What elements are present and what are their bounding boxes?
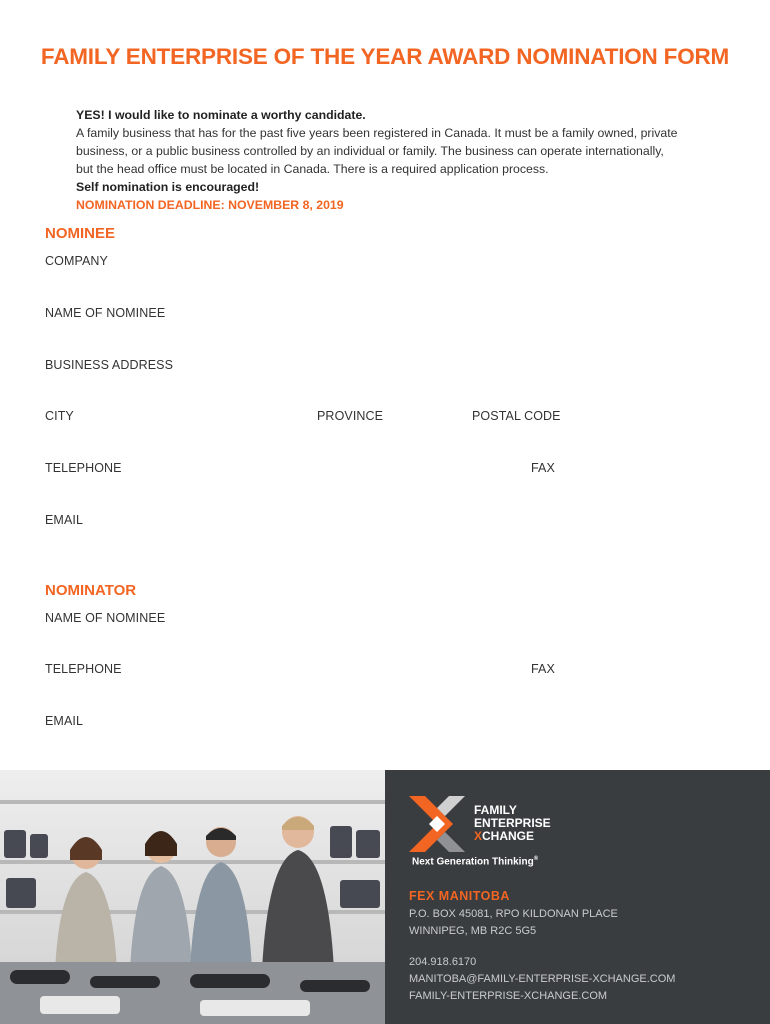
fex-x-logo-icon (409, 796, 465, 852)
nominee-name-field-label[interactable]: NAME OF NOMINEE (45, 306, 166, 320)
intro-line-1: A family business that has for the past five years been registered in Canada. It must be a family owned, private (76, 126, 678, 140)
self-nomination-note: Self nomination is encouraged! (76, 180, 260, 194)
nominee-email-field-label[interactable]: EMAIL (45, 513, 84, 527)
intro-line-2: business, or a public business controlled by an individual or family. The business can operate internationally, (76, 144, 664, 158)
logo-line-3: CHANGE (482, 829, 535, 843)
logo-line-1: FAMILY (474, 803, 517, 817)
nomination-deadline: NOMINATION DEADLINE: NOVEMBER 8, 2019 (76, 198, 344, 212)
business-address-field-label[interactable]: BUSINESS ADDRESS (45, 358, 174, 372)
address-line-1: P.O. BOX 45081, RPO KILDONAN PLACE (409, 908, 618, 920)
form-title: FAMILY ENTERPRISE OF THE YEAR AWARD NOMINATION FORM (40, 44, 730, 69)
province-field-label[interactable]: PROVINCE (317, 409, 384, 423)
nominator-fax-field-label[interactable]: FAX (531, 662, 555, 676)
family-team-illustration (0, 770, 385, 1024)
logo-wordmark (474, 804, 551, 843)
nominee-heading: NOMINEE (45, 225, 116, 242)
tagline (412, 856, 538, 867)
nominee-fax-field-label[interactable]: FAX (531, 461, 555, 475)
contact-panel (385, 770, 770, 1024)
family-team-photo (0, 770, 385, 1024)
website-link[interactable]: FAMILY-ENTERPRISE-XCHANGE.COM (409, 990, 608, 1002)
logo-line-2: ENTERPRISE (474, 816, 551, 830)
nominator-heading: NOMINATOR (45, 582, 137, 599)
mailing-address (409, 906, 618, 940)
tagline-text: Next Generation Thinking (412, 856, 534, 868)
org-name: FEX MANITOBA (409, 889, 510, 903)
city-field-label[interactable]: CITY (45, 409, 74, 423)
nominator-email-field-label[interactable]: EMAIL (45, 714, 84, 728)
intro-line-3: but the head office must be located in Canada. There is a required application process. (76, 162, 549, 176)
intro-heading: YES! I would like to nominate a worthy candidate. (76, 108, 366, 122)
email-address-link[interactable]: MANITOBA@FAMILY-ENTERPRISE-XCHANGE.COM (409, 973, 676, 985)
address-line-2: WINNIPEG, MB R2C 5G5 (409, 925, 537, 937)
logo-x-letter: X (474, 829, 483, 843)
phone-number[interactable]: 204.918.6170 (409, 956, 477, 968)
intro-block (76, 106, 736, 214)
nominator-name-field-label[interactable]: NAME OF NOMINEE (45, 611, 166, 625)
nominee-telephone-field-label[interactable]: TELEPHONE (45, 461, 122, 475)
nominator-telephone-field-label[interactable]: TELEPHONE (45, 662, 122, 676)
postal-code-field-label[interactable]: POSTAL CODE (472, 409, 561, 423)
registered-mark: ® (533, 856, 539, 862)
company-field-label[interactable]: COMPANY (45, 254, 108, 268)
contact-details (409, 954, 675, 1005)
